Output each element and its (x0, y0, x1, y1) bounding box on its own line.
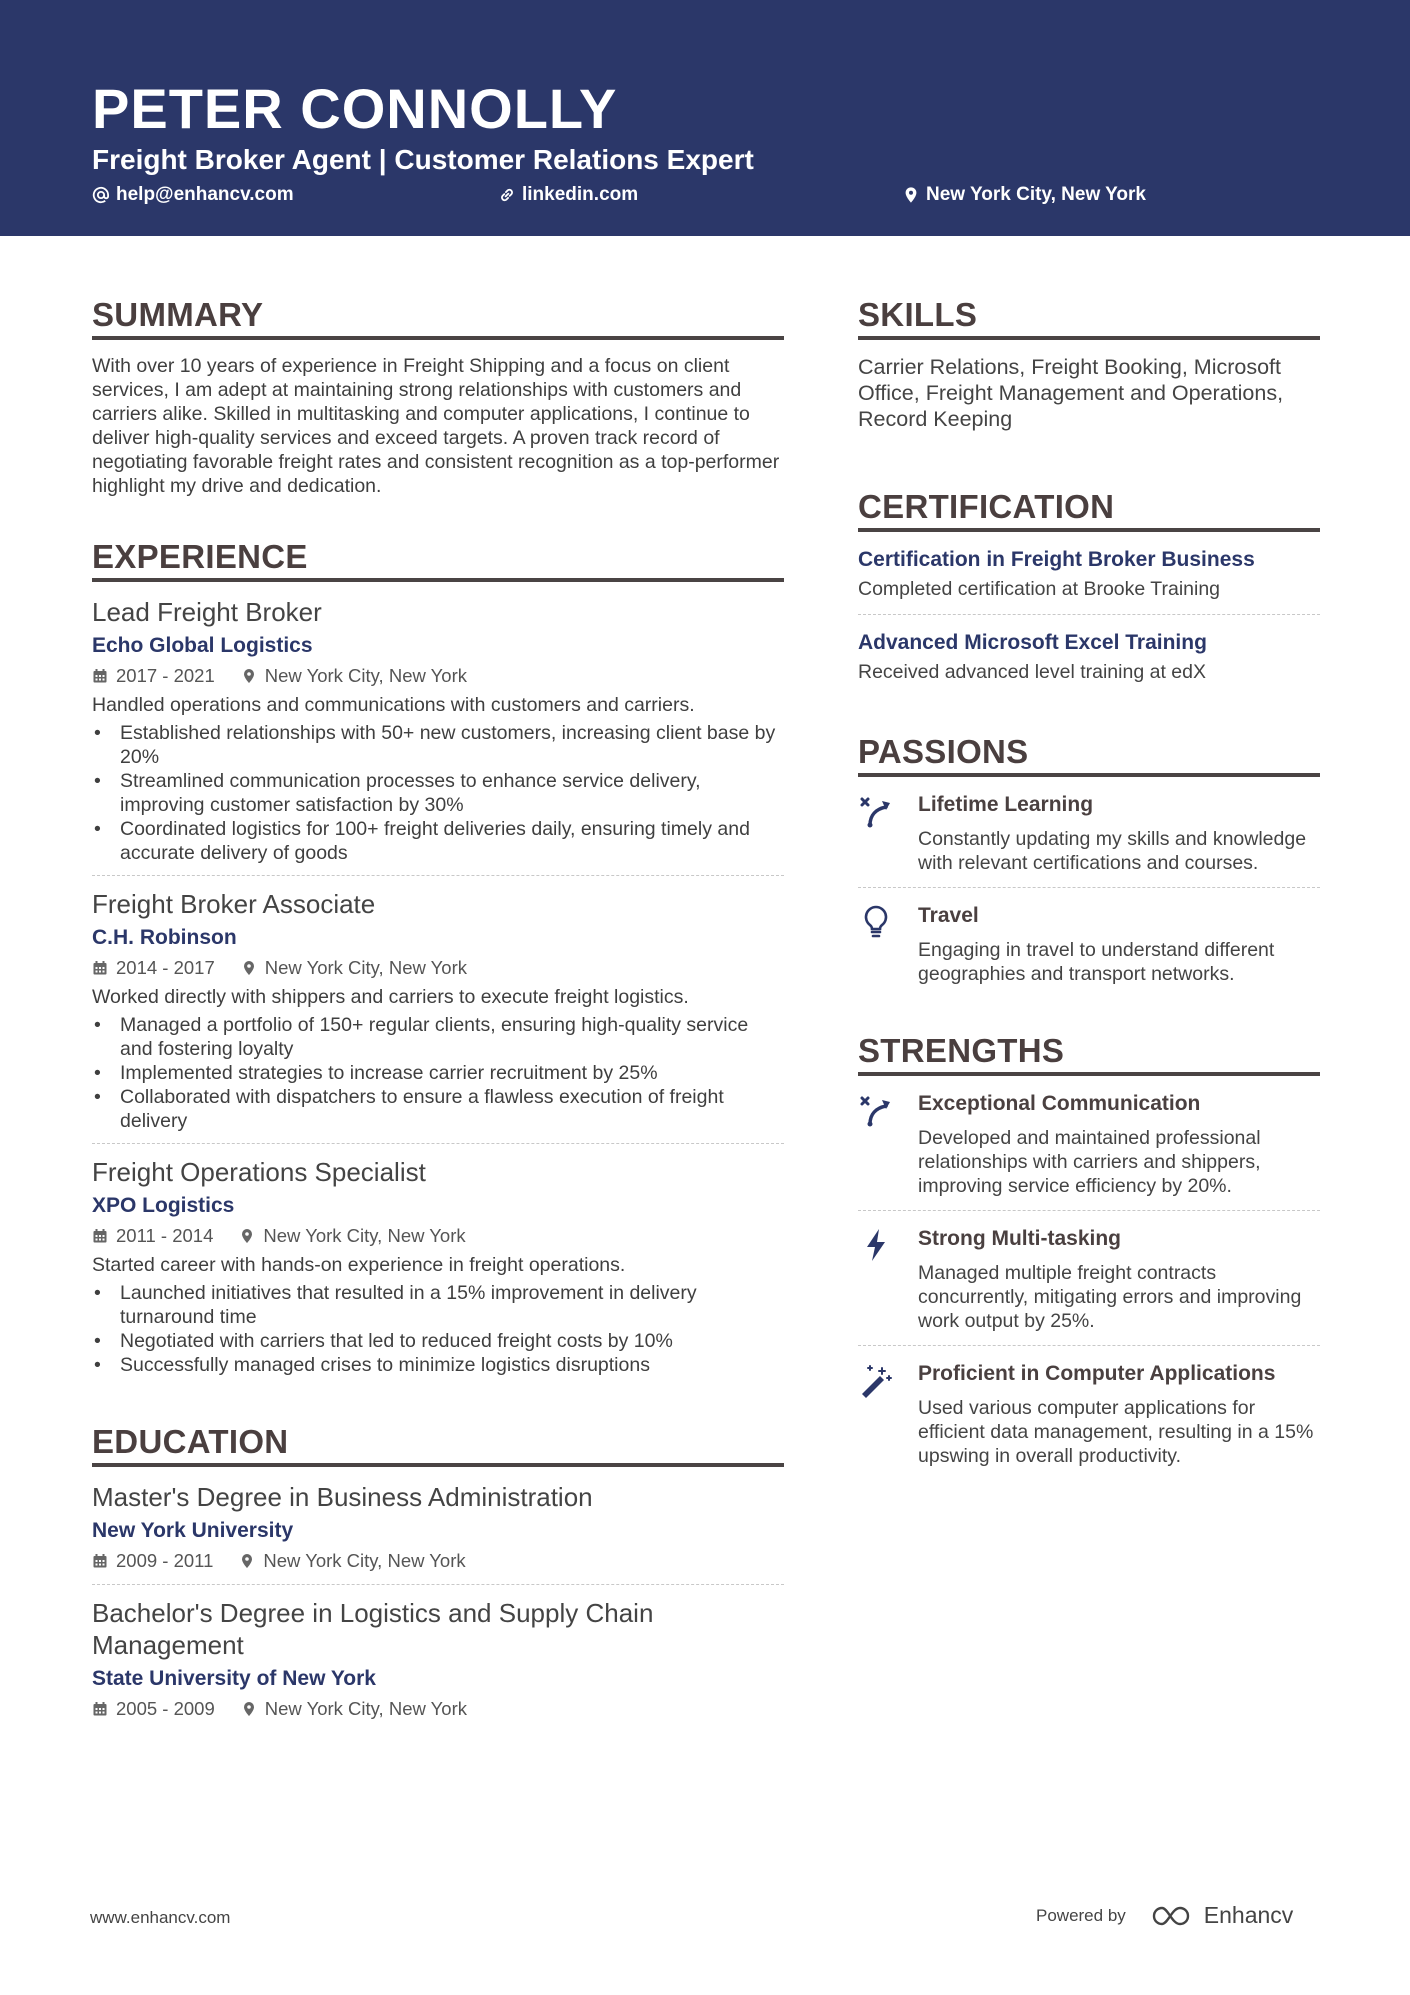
achievement-item: • Launched initiatives that resulted in a 15% improvement in delivery turnaround time (92, 1281, 784, 1329)
calendar-icon (92, 668, 108, 684)
calendar-icon (92, 1228, 108, 1244)
calendar-icon (92, 1701, 108, 1717)
strength-item (858, 1225, 1320, 1346)
date-text: 2011 - 2014 (116, 1225, 214, 1246)
location-text: New York City, New York (263, 1225, 466, 1246)
skills-text: Carrier Relations, Freight Booking, Microsoft Office, Freight Management and Operations, Record Keeping (858, 355, 1284, 431)
achievement-item: • Established relationships with 50+ new customers, increasing client base by 20% (92, 721, 784, 769)
lightbulb-icon (858, 904, 894, 940)
strength-item (858, 1360, 1320, 1480)
location-text: New York City, New York (264, 665, 467, 686)
entry-location (241, 1696, 467, 1722)
enhancv-logo-icon (1150, 1904, 1194, 1928)
calendar-icon (92, 1553, 108, 1569)
passion-item (858, 902, 1320, 998)
location-pin-icon (239, 1228, 255, 1244)
entry-location (239, 1548, 465, 1574)
entry-location (241, 955, 467, 981)
certification-description: Completed certification at Brooke Training (858, 578, 1221, 600)
company-name: Echo Global Logistics (92, 634, 313, 657)
certification-entry (858, 546, 1320, 615)
certification-section (858, 488, 1320, 697)
date-text: 2009 - 2011 (116, 1550, 214, 1571)
footer-branding (1036, 1902, 1293, 1929)
email-text: help@enhancv.com (116, 184, 294, 205)
linkedin-text: linkedin.com (522, 184, 639, 205)
education-section (92, 1423, 784, 1732)
location-text: New York City, New York (926, 184, 1146, 205)
school-name: State University of New York (92, 1667, 376, 1690)
entry-location (241, 663, 467, 689)
right-column (858, 296, 1320, 1520)
certification-title: Certification in Freight Broker Business (858, 548, 1255, 571)
date-range (92, 955, 215, 981)
strength-body (918, 1090, 1320, 1198)
resume-header (0, 0, 1410, 236)
passion-title: Travel (918, 904, 979, 927)
strength-body (918, 1225, 1320, 1333)
section-title: STRENGTHS (858, 1032, 1320, 1076)
entry-location (239, 1223, 465, 1249)
certification-description: Received advanced level training at edX (858, 661, 1206, 683)
date-range (92, 1548, 213, 1574)
linkedin-contact[interactable] (498, 184, 638, 206)
strategy-icon (858, 793, 894, 829)
certification-entry (858, 629, 1320, 697)
achievement-list (92, 1013, 784, 1133)
section-title: EXPERIENCE (92, 538, 784, 582)
job-description: Started career with hands-on experience in freight operations. (92, 1254, 626, 1276)
strengths-section (858, 1032, 1320, 1480)
education-entry (92, 1481, 784, 1585)
date-text: 2005 - 2009 (116, 1698, 215, 1719)
passion-icon-wrap (858, 902, 918, 986)
section-title: EDUCATION (92, 1423, 784, 1467)
job-role: Freight Broker Associate (92, 889, 376, 919)
location-text: New York City, New York (263, 1550, 466, 1571)
achievement-item: • Streamlined communication processes to enhance service delivery, improving customer satisfaction by 30% (92, 769, 784, 817)
location-pin-icon (902, 186, 920, 204)
section-title: SUMMARY (92, 296, 784, 340)
strength-title: Proficient in Computer Applications (918, 1362, 1276, 1385)
location-pin-icon (241, 960, 257, 976)
brand-logo[interactable] (1150, 1902, 1294, 1929)
strength-item (858, 1090, 1320, 1211)
date-range (92, 663, 215, 689)
strength-icon-wrap (858, 1360, 918, 1468)
experience-entry (92, 888, 784, 1144)
section-title: SKILLS (858, 296, 1320, 340)
degree-name: Bachelor's Degree in Logistics and Supply Chain Management (92, 1598, 654, 1660)
section-title: CERTIFICATION (858, 488, 1320, 532)
date-text: 2014 - 2017 (116, 957, 215, 978)
location-contact (902, 184, 1146, 206)
strength-description: Used various computer applications for efficient data management, resulting in a 15% upswing in overall productivity. (918, 1397, 1314, 1467)
strength-body (918, 1360, 1320, 1468)
achievement-list (92, 721, 784, 865)
passion-body (918, 791, 1320, 875)
entry-meta (92, 1548, 784, 1574)
entry-meta (92, 955, 784, 981)
email-contact[interactable] (92, 184, 294, 206)
achievement-item: • Successfully managed crises to minimize logistics disruptions (92, 1353, 784, 1377)
experience-entry (92, 596, 784, 876)
passion-body (918, 902, 1320, 986)
left-column (92, 296, 784, 1772)
achievement-list (92, 1281, 784, 1377)
magic-wand-icon (858, 1362, 894, 1398)
summary-text: With over 10 years of experience in Freight Shipping and a focus on client services, I am adept at maintaining strong relationships with customers and carriers alike. Skilled in multitasking and computer applications, I continue to deliver high-quality services and exceed targets. A proven track record of negotiating favorable freight rates and consistent recognition as a top-performer highlight my drive and dedication. (92, 355, 780, 497)
skills-section (858, 296, 1320, 432)
school-name: New York University (92, 1519, 294, 1542)
footer-website[interactable]: www.enhancv.com (90, 1908, 231, 1927)
experience-section (92, 538, 784, 1387)
job-description: Worked directly with shippers and carriers to execute freight logistics. (92, 986, 689, 1008)
link-icon (498, 186, 516, 204)
strength-description: Managed multiple freight contracts concurrently, mitigating errors and improving work output by 25%. (918, 1262, 1302, 1332)
passion-icon-wrap (858, 791, 918, 875)
degree-name: Master's Degree in Business Administration (92, 1482, 593, 1512)
education-entry (92, 1597, 784, 1732)
entry-meta (92, 1696, 784, 1722)
date-range (92, 1696, 215, 1722)
candidate-title: Freight Broker Agent | Customer Relations Expert (92, 144, 754, 175)
strength-icon-wrap (858, 1090, 918, 1198)
job-role: Freight Operations Specialist (92, 1157, 426, 1187)
achievement-item: • Managed a portfolio of 150+ regular clients, ensuring high-quality service and fostering loyalty (92, 1013, 784, 1061)
passion-item (858, 791, 1320, 888)
strength-title: Exceptional Communication (918, 1092, 1201, 1115)
achievement-item: • Implemented strategies to increase carrier recruitment by 25% (92, 1061, 784, 1085)
powered-by-label: Powered by (1036, 1905, 1126, 1925)
location-pin-icon (239, 1553, 255, 1569)
passion-description: Engaging in travel to understand different geographies and transport networks. (918, 939, 1275, 985)
experience-entry (92, 1156, 784, 1387)
summary-section (92, 296, 784, 498)
strength-icon-wrap (858, 1225, 918, 1333)
achievement-item: • Coordinated logistics for 100+ freight deliveries daily, ensuring timely and accurate delivery of goods (92, 817, 784, 865)
job-description: Handled operations and communications with customers and carriers. (92, 694, 695, 716)
achievement-item: • Negotiated with carriers that led to reduced freight costs by 10% (92, 1329, 784, 1353)
job-role: Lead Freight Broker (92, 597, 322, 627)
company-name: XPO Logistics (92, 1194, 235, 1217)
date-range (92, 1223, 213, 1249)
candidate-name: PETER CONNOLLY (92, 77, 618, 140)
section-title: PASSIONS (858, 733, 1320, 777)
location-text: New York City, New York (264, 957, 467, 978)
certification-title: Advanced Microsoft Excel Training (858, 631, 1207, 654)
strength-title: Strong Multi-tasking (918, 1227, 1121, 1250)
brand-name: Enhancv (1203, 1902, 1294, 1928)
date-text: 2017 - 2021 (116, 665, 215, 686)
location-pin-icon (241, 1701, 257, 1717)
at-icon (92, 186, 110, 204)
entry-meta (92, 1223, 784, 1249)
strategy-icon (858, 1092, 894, 1128)
location-text: New York City, New York (264, 1698, 467, 1719)
passions-section (858, 733, 1320, 998)
bolt-icon (858, 1227, 894, 1263)
achievement-item: • Collaborated with dispatchers to ensure a flawless execution of freight delivery (92, 1085, 784, 1133)
passion-title: Lifetime Learning (918, 793, 1094, 816)
calendar-icon (92, 960, 108, 976)
entry-meta (92, 663, 784, 689)
strength-description: Developed and maintained professional relationships with carriers and shippers, improving service efficiency by 20%. (918, 1127, 1261, 1197)
company-name: C.H. Robinson (92, 926, 237, 949)
location-pin-icon (241, 668, 257, 684)
passion-description: Constantly updating my skills and knowledge with relevant certifications and courses. (918, 828, 1307, 874)
